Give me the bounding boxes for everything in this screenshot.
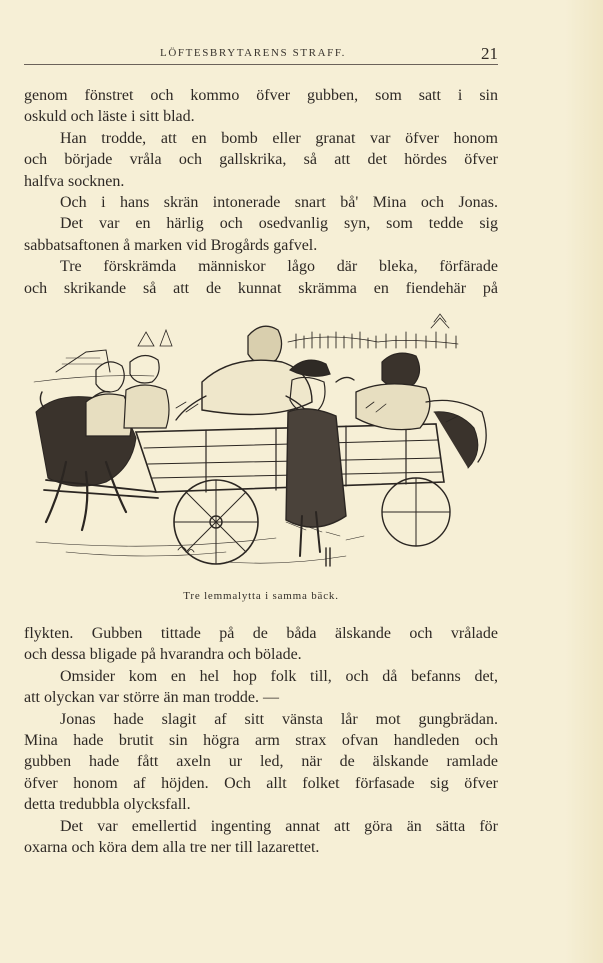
text-line: Och i hans skrän intonerade snart bå' Mina och Jonas. <box>60 193 498 211</box>
text-line: Det var en härlig och osedvanlig syn, som tedde sig <box>60 215 498 233</box>
body-text-bottom <box>24 623 498 858</box>
text-line: och skrikande så att de kunnat skrämma en fiendehär på <box>24 279 498 297</box>
text-line: Det var emellertid ingenting annat att göra än sätta för <box>60 817 498 835</box>
body-text-top <box>24 85 498 299</box>
text-line: och började vråla och gallskrika, så att det hördes öfver <box>24 151 498 169</box>
text-line: Omsider kom en hel hop folk till, och då befanns det, <box>60 667 498 685</box>
text-line: gubben hade fått axeln ur led, när de älskande ramlade <box>24 753 498 771</box>
text-line: genom fönstret och kommo öfver gubben, som satt i sin <box>24 87 498 104</box>
text-line: detta tredubbla olycksfall. <box>24 796 191 814</box>
text-line: Tre förskrämda människor lågo där bleka, förfärade <box>60 258 498 276</box>
text-line: och dessa bligade på hvarandra och bölade. <box>24 646 302 664</box>
text-line: oskuld och läste i sitt blad. <box>24 108 195 126</box>
text-line: Jonas hade slagit af sitt vänsta lår mot gungbrädan. <box>60 710 498 728</box>
text-line: halfva socknen. <box>24 172 125 190</box>
text-line: öfver honom af höjden. Och allt folket förfasade sig öfver <box>24 774 498 792</box>
text-line: sabbatsaftonen å marken vid Brogårds gafvel. <box>24 236 318 254</box>
text-line: Mina hade brutit sin högra arm strax ofvan handleden och <box>24 731 498 749</box>
text-line: oxarna och köra dem alla tre ner till lazarettet. <box>24 838 320 856</box>
illustration-oxcart <box>26 312 492 577</box>
text-line: flykten. Gubben tittade på de båda älskande och vrålade <box>24 625 498 642</box>
running-header <box>24 44 498 65</box>
text-line: Han trodde, att en bomb eller granat var öfver honom <box>60 129 498 147</box>
illustration-caption: Tre lemmalytta i samma bäck. <box>183 590 339 602</box>
running-title: LÖFTESBRYTARENS STRAFF. <box>160 47 347 59</box>
text-line: att olyckan var större än man trodde. — <box>24 689 280 707</box>
page-edge-shading <box>565 0 603 963</box>
page-number: 21 <box>481 44 498 63</box>
